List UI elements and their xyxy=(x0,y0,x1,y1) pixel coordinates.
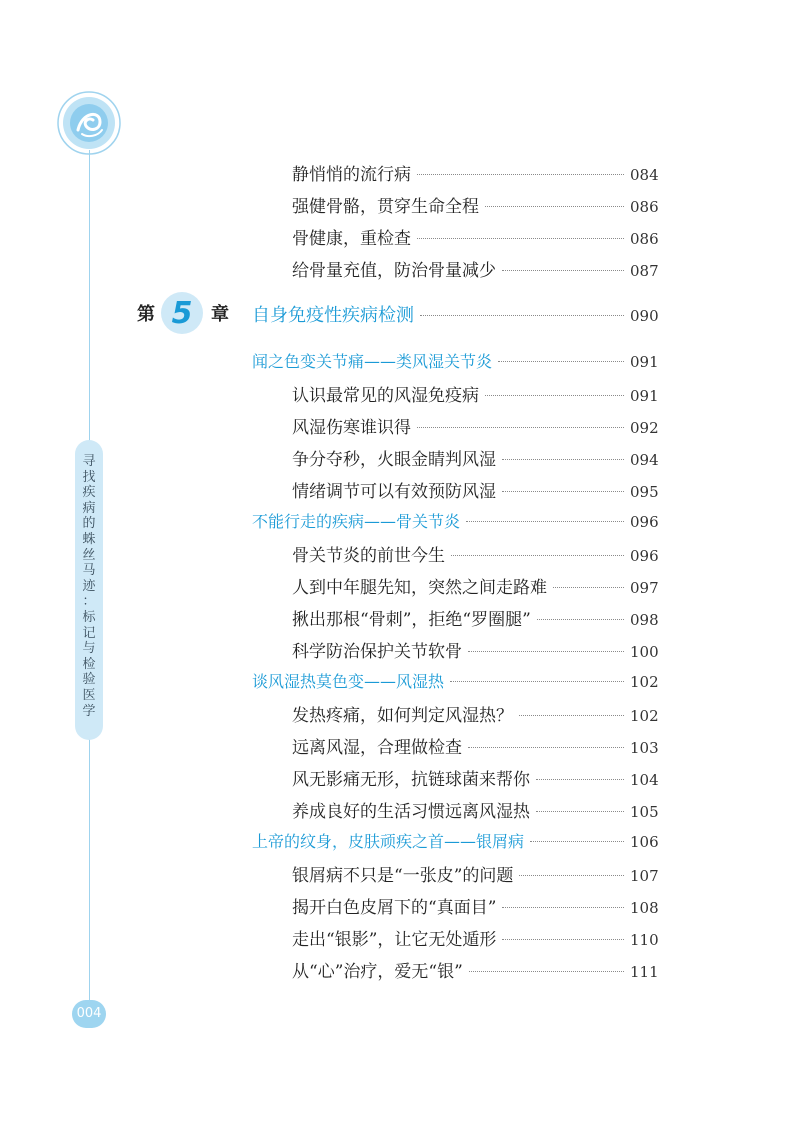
toc-entry-title: 走出“银影”，让它无处遁形 xyxy=(292,930,497,950)
toc-entry-page: 107 xyxy=(630,867,659,885)
dot-leader xyxy=(420,315,624,316)
toc-entry-title: 认识最常见的风湿免疫病 xyxy=(292,386,479,406)
toc-entry[interactable] xyxy=(292,733,658,758)
toc-entry-page: 096 xyxy=(630,547,659,565)
book-title-tab xyxy=(75,440,103,740)
toc-entry-title: 养成良好的生活习惯远离风湿热 xyxy=(292,802,530,822)
toc-entry-page: 104 xyxy=(630,771,659,789)
toc-entry-page: 087 xyxy=(630,262,659,280)
toc-entry-title: 风无影痛无形，抗链球菌来帮你 xyxy=(292,770,530,790)
toc-entry[interactable] xyxy=(292,381,658,406)
section-entry[interactable] xyxy=(252,669,658,692)
toc-entry[interactable] xyxy=(292,925,658,950)
section-entry-title: 闻之色变关节痛——类风湿关节炎 xyxy=(252,352,493,371)
section-entry-page: 102 xyxy=(630,673,659,691)
toc-entry-page: 105 xyxy=(630,803,659,821)
toc-entry-title: 骨关节炎的前世今生 xyxy=(292,546,445,566)
book-title-char: 疾 xyxy=(82,485,96,501)
chapter-title-entry[interactable] xyxy=(252,301,658,327)
dot-leader xyxy=(536,779,624,780)
toc-entry-title: 发热疼痛，如何判定风湿热？ xyxy=(292,706,513,726)
book-title-char: 蛛 xyxy=(82,531,96,547)
dot-leader xyxy=(502,459,624,460)
toc-entry-page: 086 xyxy=(630,230,659,248)
toc-entry[interactable] xyxy=(292,256,658,281)
book-title-char: 迹 xyxy=(82,578,96,594)
toc-entry[interactable] xyxy=(292,541,658,566)
toc-entry-title: 给骨量充值，防治骨量减少 xyxy=(292,261,496,281)
toc-entry-page: 108 xyxy=(630,899,659,917)
chapter-suffix: 章 xyxy=(211,304,229,325)
dot-leader xyxy=(502,939,624,940)
toc-entry-page: 086 xyxy=(630,198,659,216)
toc-entry[interactable] xyxy=(292,797,658,822)
section-entry[interactable] xyxy=(252,829,658,852)
toc-entry-title: 人到中年腿先知，突然之间走路难 xyxy=(292,578,547,598)
section-entry-page: 096 xyxy=(630,513,659,531)
book-title-char: 医 xyxy=(82,687,96,703)
toc-entry-page: 098 xyxy=(630,611,659,629)
section-entry-title: 上帝的纹身，皮肤顽疾之首——银屑病 xyxy=(252,832,525,851)
dot-leader xyxy=(466,521,624,522)
toc-entry-title: 从“心”治疗，爱无“银” xyxy=(292,962,463,982)
book-title-char: 马 xyxy=(82,563,96,579)
toc-entry-page: 094 xyxy=(630,451,659,469)
toc-entry-page: 095 xyxy=(630,483,659,501)
dot-leader xyxy=(469,971,624,972)
section-entry-title: 不能行走的疾病——骨关节炎 xyxy=(252,512,461,531)
toc-entry-page: 110 xyxy=(630,931,659,949)
dot-leader xyxy=(417,174,624,175)
toc-entry-page: 091 xyxy=(630,387,659,405)
book-title-char: 丝 xyxy=(82,547,96,563)
toc-entry-title: 强健骨骼，贯穿生命全程 xyxy=(292,197,479,217)
toc-entry-title: 远离风湿，合理做检查 xyxy=(292,738,462,758)
dot-leader xyxy=(502,491,624,492)
book-title-vertical xyxy=(75,454,103,719)
chapter-number: 5 xyxy=(171,295,193,331)
toc-entry-page: 097 xyxy=(630,579,659,597)
section-entry[interactable] xyxy=(252,509,658,532)
toc-entry[interactable] xyxy=(292,701,658,726)
page-number: 004 xyxy=(72,1000,106,1028)
toc-entry-page: 100 xyxy=(630,643,659,661)
book-title-char: 标 xyxy=(82,609,96,625)
book-title-char: 记 xyxy=(82,625,96,641)
dot-leader xyxy=(519,715,624,716)
book-title-char: 找 xyxy=(82,469,96,485)
dot-leader xyxy=(498,361,624,362)
dot-leader xyxy=(417,427,624,428)
toc-entry[interactable] xyxy=(292,192,658,217)
toc-entry[interactable] xyxy=(292,765,658,790)
book-title-char: 检 xyxy=(82,656,96,672)
toc-entry[interactable] xyxy=(292,445,658,470)
dot-leader xyxy=(536,811,624,812)
section-entry-page: 091 xyxy=(630,353,659,371)
toc-entry-title: 银屑病不只是“一张皮”的问题 xyxy=(292,866,514,886)
toc-entry-title: 情绪调节可以有效预防风湿 xyxy=(292,482,496,502)
book-logo-icon xyxy=(56,90,122,156)
book-title-char: 的 xyxy=(82,516,96,532)
book-title-char: 病 xyxy=(82,500,96,516)
book-title-char: 寻 xyxy=(82,454,96,469)
dot-leader xyxy=(485,206,624,207)
section-entry[interactable] xyxy=(252,349,658,372)
chapter-number-badge xyxy=(161,292,203,334)
dot-leader xyxy=(485,395,624,396)
section-entry-title: 谈风湿热莫色变——风湿热 xyxy=(252,672,445,691)
toc-entry-title: 揭开白色皮屑下的“真面目” xyxy=(292,898,497,918)
toc-entry-page: 102 xyxy=(630,707,659,725)
toc-entry[interactable] xyxy=(292,477,658,502)
book-title-char: ： xyxy=(82,594,96,610)
toc-entry-title: 争分夺秒，火眼金睛判风湿 xyxy=(292,450,496,470)
toc-entry[interactable] xyxy=(292,224,658,249)
section-entry-page: 106 xyxy=(630,833,659,851)
toc-entry-page: 092 xyxy=(630,419,659,437)
toc-entry[interactable] xyxy=(292,637,658,662)
dot-leader xyxy=(451,555,624,556)
toc-entry[interactable] xyxy=(292,605,658,630)
dot-leader xyxy=(502,907,624,908)
toc-entry[interactable] xyxy=(292,573,658,598)
dot-leader xyxy=(450,681,624,682)
book-title-char: 验 xyxy=(82,672,96,688)
toc-entry-title: 静悄悄的流行病 xyxy=(292,165,411,185)
toc-entry-title: 风湿伤寒谁识得 xyxy=(292,418,411,438)
toc-entry[interactable] xyxy=(292,861,658,886)
dot-leader xyxy=(502,270,624,271)
toc-entry-title: 科学防治保护关节软骨 xyxy=(292,642,462,662)
toc-entry[interactable] xyxy=(292,413,658,438)
toc-entry[interactable] xyxy=(292,957,658,982)
chapter-heading xyxy=(137,292,229,334)
book-title-char: 与 xyxy=(82,641,96,657)
dot-leader xyxy=(417,238,624,239)
chapter-page: 090 xyxy=(630,307,659,325)
toc-entry[interactable] xyxy=(292,893,658,918)
chapter-prefix: 第 xyxy=(137,304,155,325)
toc-entry-page: 111 xyxy=(630,963,659,981)
dot-leader xyxy=(519,875,624,876)
toc-entry-page: 103 xyxy=(630,739,659,757)
dot-leader xyxy=(468,651,624,652)
dot-leader xyxy=(530,841,624,842)
dot-leader xyxy=(468,747,624,748)
dot-leader xyxy=(553,587,624,588)
dot-leader xyxy=(537,619,624,620)
toc-entry-page: 084 xyxy=(630,166,659,184)
chapter-title: 自身免疫性疾病检测 xyxy=(252,305,414,326)
book-title-char: 学 xyxy=(82,703,96,719)
toc-entry-title: 骨健康，重检查 xyxy=(292,229,411,249)
toc-entry-title: 揪出那根“骨刺”，拒绝“罗圈腿” xyxy=(292,610,531,630)
toc-entry[interactable] xyxy=(292,160,658,185)
